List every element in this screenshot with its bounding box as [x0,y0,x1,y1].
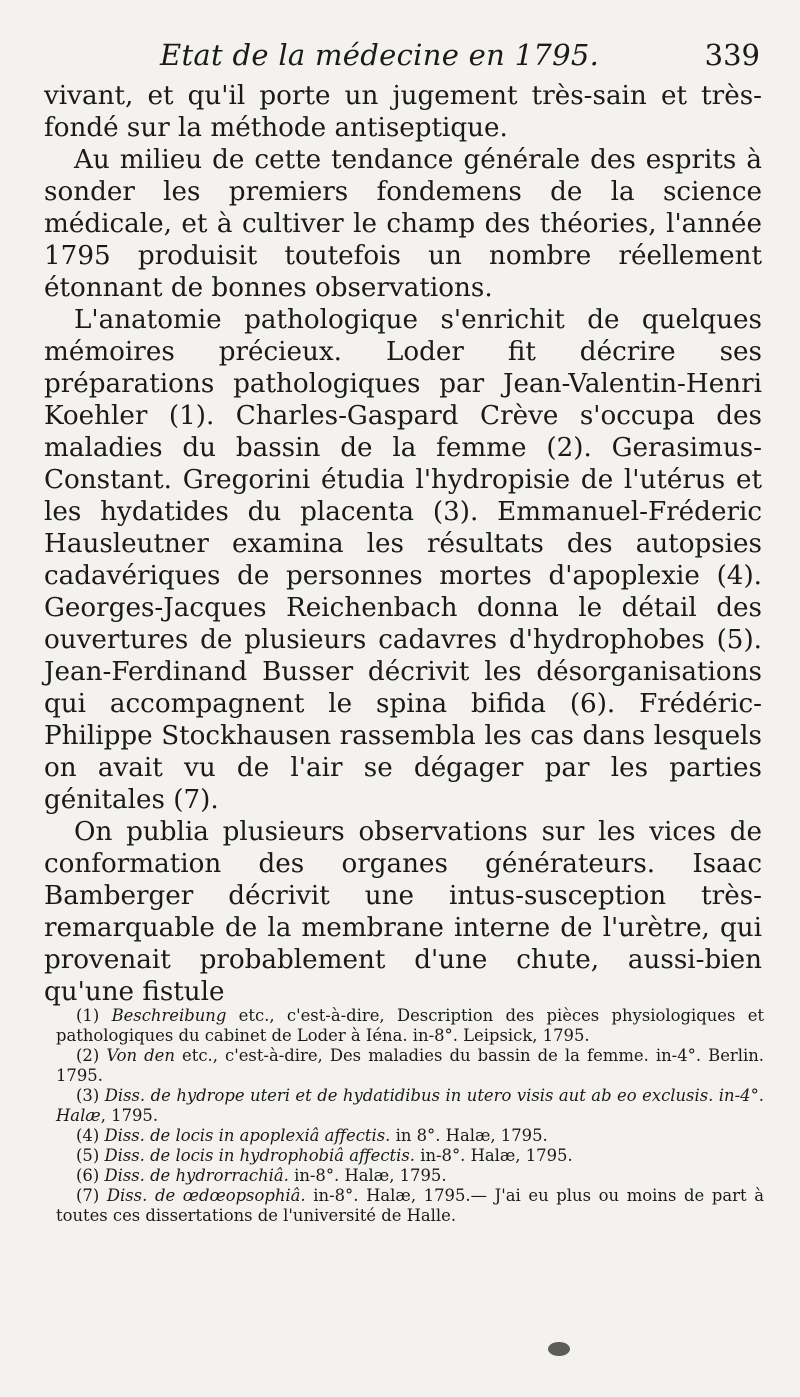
footnote-mark: (1) [76,1006,100,1025]
footnote-2 [56,1046,764,1086]
footnote-mark: (5) [76,1146,100,1165]
footnote-mark: (3) [76,1086,100,1105]
footnote-title: Diss. de hydrope uteri et de hydatidibus in utero visis aut ab eo exclusis. in-4°. Halæ [56,1086,764,1125]
running-header [160,38,760,86]
paragraph-tendency: Au milieu de cette tendance générale des esprits à sonder les premiers fondemens de la science médicale, et à cultiver le champ des théories, l'année 1795 produisit toutefois un nombre réellement étonnant de bonnes observations. [44,145,762,303]
footnote-text: in-8°. Halæ, 1795.— J'ai eu plus ou moins de part à toutes ces dissertations de l'université de Halle. [56,1186,764,1225]
main-text [44,80,762,1008]
footnote-title: Von den [106,1046,175,1065]
footnote-4 [56,1126,764,1146]
footnote-mark: (6) [76,1166,100,1185]
footnote-text: in 8°. Halæ, 1795. [390,1126,548,1145]
paragraph-continued: vivant, et qu'il porte un jugement très-sain et très-fondé sur la méthode antiseptique. [44,81,762,143]
footnote-mark: (4) [76,1126,100,1145]
running-title: Etat de la médecine en 1795. [160,38,600,72]
footnote-text: in-8°. Halæ, 1795. [288,1166,447,1185]
footnote-title: Diss. de œdœopsophiâ. [106,1186,306,1205]
footnote-mark: (7) [76,1186,100,1205]
paragraph-pathological-anatomy: L'anatomie pathologique s'enrichit de quelques mémoires précieux. Loder fit décrire ses préparations pathologiques par Jean-Valentin-Henri Koehler (1). Charles-Gaspard Crève s'occupa des maladies du bassin de la femme (2). Gerasimus-Constant. Gregorini étudia l'hydropisie de l'utérus et les hydatides du placenta (3). Emmanuel-Fréderic Hausleutner examina les résultats des autopsies cadavériques de personnes mortes d'apoplexie (4). Georges-Jacques Reichenbach donna le détail des ouvertures de plusieurs cadavres d'hydrophobes (5). Jean-Ferdinand Busser décrivit les désorganisations qui accompagnent le spina bifida (6). Frédéric-Philippe Stockhausen rassembla les cas dans lesquels on avait vu de l'air se dégager par les parties génitales (7). [44,305,762,815]
footnote-text: , 1795. [100,1106,159,1125]
footnote-title: Beschreibung [111,1006,227,1025]
paragraph-malformations: On publia plusieurs observations sur les vices de conformation des organes générateurs. Isaac Bamberger décrivit une intus-susception très-remarquable de la membrane interne de l'urètre, qui provenait probablement d'une chute, aussi-bien qu'une fistule [44,817,762,1007]
ink-smudge [548,1342,570,1356]
footnote-7 [56,1186,764,1226]
footnote-text: in-8°. Halæ, 1795. [415,1146,573,1165]
footnote-text: etc., c'est-à-dire, Des maladies du bassin de la femme. in-4°. Berlin. 1795. [56,1046,764,1085]
footnotes [56,1006,764,1226]
footnote-title: Diss. de locis in apoplexiâ affectis. [104,1126,391,1145]
footnote-6 [56,1166,764,1186]
page-number: 339 [704,38,760,72]
footnote-3 [56,1086,764,1126]
footnote-title: Diss. de hydrorrachiâ. [104,1166,289,1185]
footnote-5 [56,1146,764,1166]
footnote-title: Diss. de locis in hydrophobiâ affectis. [104,1146,415,1165]
footnote-1 [56,1006,764,1046]
footnote-mark: (2) [76,1046,100,1065]
footnote-text: etc., c'est-à-dire, Description des pièces physiologiques et pathologiques du cabinet de Loder à Iéna. in-8°. Leipsick, 1795. [56,1006,764,1045]
